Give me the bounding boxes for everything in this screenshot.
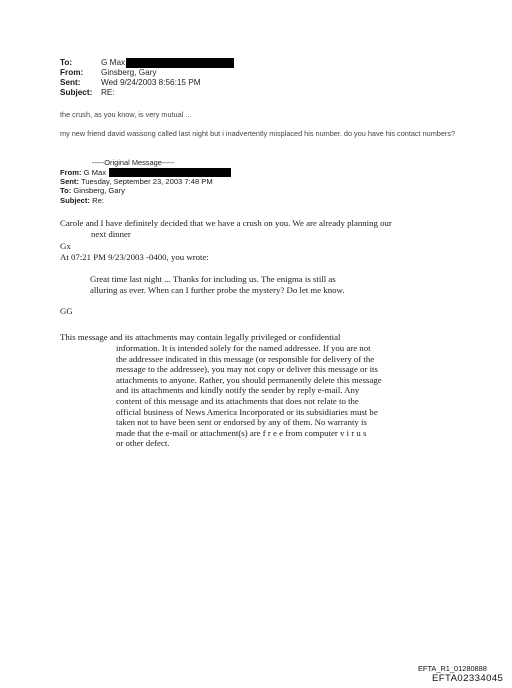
from-label: From: xyxy=(60,68,84,77)
crush-line-2: next dinner xyxy=(91,228,131,239)
orig-to-value: Ginsberg, Gary xyxy=(73,186,125,196)
to-value: G Max xyxy=(101,58,126,67)
orig-to-label: To: xyxy=(60,186,72,196)
quoted-paragraph xyxy=(90,274,460,295)
disclaimer-line: content of this message and its attachments that does not relate to the xyxy=(116,395,359,406)
email-header xyxy=(60,58,234,98)
document-id-small: EFTA_R1_01280888 xyxy=(418,664,487,673)
redaction-bar xyxy=(126,58,234,68)
disclaimer-line: message to the addressee), you may not copy or deliver this message or its xyxy=(116,364,378,375)
disclaimer-line: made that the e-mail or attachment(s) are f r e e from computer v i r u s xyxy=(116,427,367,438)
header-to-row xyxy=(60,58,234,68)
orig-from-value: G Max xyxy=(83,168,107,177)
quoted-line-1: Great time last night ... Thanks for including us. The enigma is still as xyxy=(90,274,336,284)
crush-paragraph xyxy=(60,218,460,239)
signoff-gg: GG xyxy=(60,306,73,316)
disclaimer-body xyxy=(116,343,456,449)
original-message-separator: -----Original Message----- xyxy=(92,158,175,167)
reply-line-2: my new friend david wassong called last night but i inadvertently misplaced his number. do you have his contact numbers? xyxy=(60,129,456,138)
redaction-bar xyxy=(109,168,231,177)
quote-intro: At 07:21 PM 9/23/2003 -0400, you wrote: xyxy=(60,252,209,262)
subject-label: Subject: xyxy=(60,88,93,97)
from-value: Ginsberg, Gary xyxy=(101,68,157,77)
disclaimer-line: official business of News America Incorporated or its subsidiaries must be xyxy=(116,406,378,417)
header-subject-row xyxy=(60,88,234,98)
orig-to-row xyxy=(60,186,231,195)
subject-value: RE: xyxy=(101,88,115,97)
document-id-large: EFTA02334045 xyxy=(432,673,504,684)
crush-line-1: Carole and I have definitely decided that we have a crush on you. We are already planning our xyxy=(60,218,392,228)
disclaimer-line: or other defect. xyxy=(116,438,170,449)
orig-subject-value: Re: xyxy=(92,195,104,205)
orig-subject-label: Subject: xyxy=(60,195,90,205)
sent-label: Sent: xyxy=(60,78,81,87)
orig-sent-row xyxy=(60,177,231,186)
disclaimer-line: the addressee indicated in this message (or responsible for delivery of the xyxy=(116,353,375,364)
disclaimer-line: taken not to have been sent or endorsed by any of them. No warranty is xyxy=(116,417,367,428)
signoff-gx: Gx xyxy=(60,241,71,251)
orig-from-label: From: xyxy=(60,168,82,177)
orig-subject-row xyxy=(60,196,231,205)
quoted-line-2: alluring as ever. When can I further probe the mystery? Do let me know. xyxy=(90,284,345,295)
disclaimer-first-line: This message and its attachments may contain legally privileged or confidential xyxy=(60,332,341,342)
header-from-row xyxy=(60,68,234,78)
original-message-header xyxy=(60,168,231,205)
disclaimer-line: information. It is intended solely for the named addressee. If you are not xyxy=(116,343,371,353)
to-label: To: xyxy=(60,58,73,67)
header-sent-row xyxy=(60,78,234,88)
orig-from-row xyxy=(60,168,231,177)
orig-sent-label: Sent: xyxy=(60,177,79,187)
reply-line-1: the crush, as you know, is very mutual ... xyxy=(60,110,192,119)
orig-sent-value: Tuesday, September 23, 2003 7:48 PM xyxy=(80,177,213,187)
disclaimer-line: attachments to anyone. Rather, you should permanently delete this message xyxy=(116,374,382,385)
sent-value: Wed 9/24/2003 8:56:15 PM xyxy=(101,78,201,87)
disclaimer-line: and its attachments and kindly notify the sender by reply e-mail. Any xyxy=(116,385,360,396)
